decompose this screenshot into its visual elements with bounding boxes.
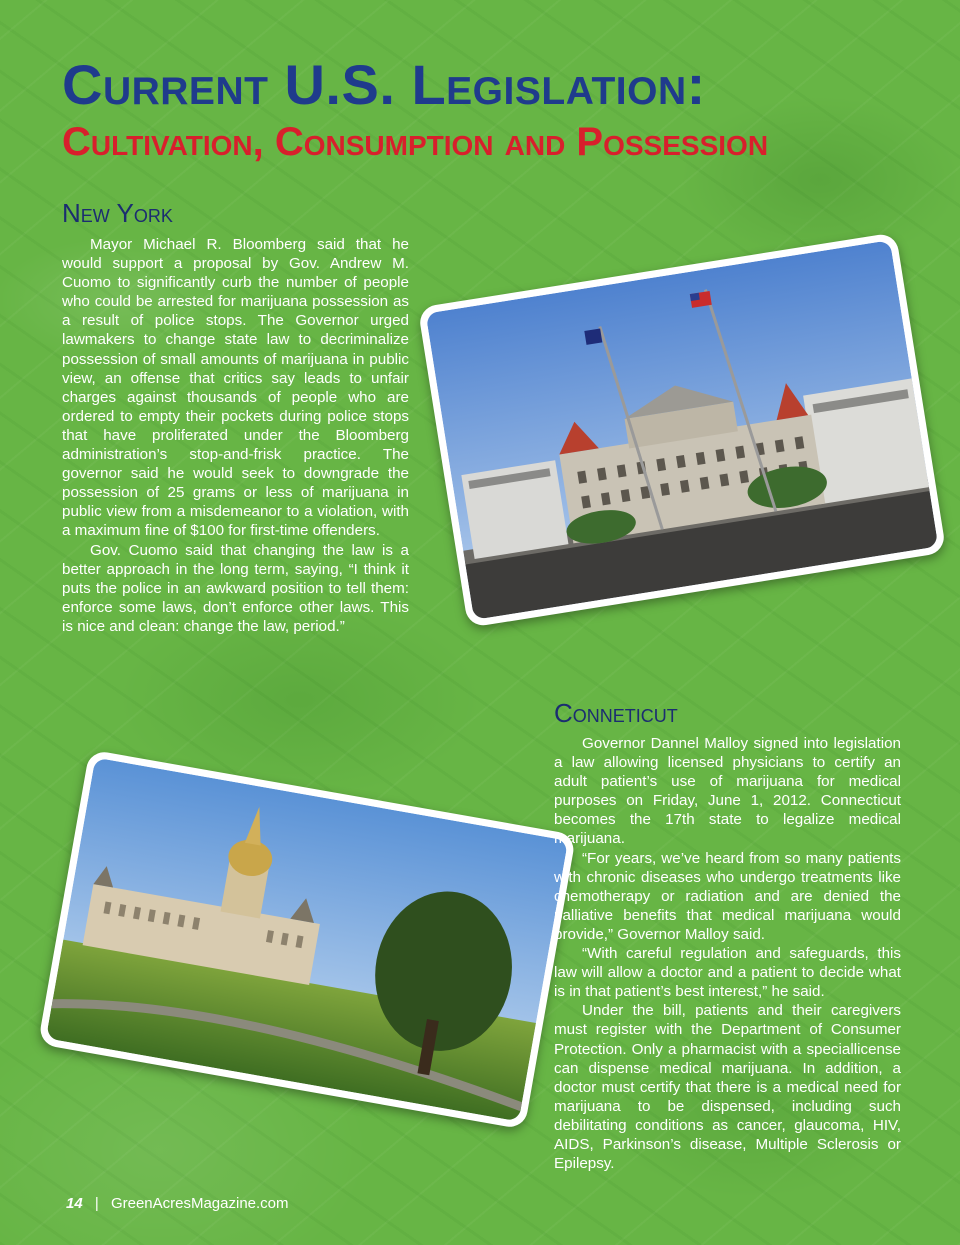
page-number: 14 — [66, 1195, 83, 1212]
ny-capitol-image — [426, 240, 939, 620]
page-title: Current U.S. Legislation: — [62, 53, 706, 116]
ct-capitol-photo — [38, 749, 576, 1129]
page-subtitle: Cultivation, Consumption and Possession — [62, 120, 769, 164]
connecticut-paragraph: Under the bill, patients and their caregivers must register with the Department of Consumer Protection. Only a pharmacist with a speciallicense can dispense medical marijuana. In addition, a doctor must certify that there is a medical need for marijuana to be dispensed, including such debilitating conditions as cancer, glaucoma, HIV, AIDS, Parkinson’s disease, Multiple Sclerosis or Epilepsy. — [554, 1002, 901, 1173]
section-heading-new-york: New York — [62, 198, 173, 228]
ct-capitol-image — [46, 757, 568, 1121]
footer-separator: | — [94, 1195, 99, 1212]
connecticut-paragraph: “For years, we’ve heard from so many patients with chronic diseases who undergo treatments like chemotherapy or radiation and are denied the palliative benefits that medical marijuana would provide,” Governor Malloy said. — [554, 849, 901, 943]
connecticut-paragraph: Governor Dannel Malloy signed into legislation a law allowing licensed physicians to certify an adult patient’s use of marijuana for medical purposes on Friday, June 1, 2012. Connecticut becomes the 17th state to legalize medical marijuana. — [554, 735, 901, 848]
section-heading-connecticut: Conneticut — [554, 698, 678, 728]
new-york-paragraph: Gov. Cuomo said that changing the law is a better approach in the long term, saying, “I think it puts the police in an awkward position to tell them: enforce some laws, don’t enforce other laws. This is nice and clean: change the law, period.” — [62, 541, 409, 635]
new-york-article — [62, 235, 409, 636]
ny-capitol-photo — [418, 232, 947, 628]
page-footer — [66, 1195, 289, 1212]
footer-site-link[interactable]: GreenAcresMagazine.com — [110, 1195, 289, 1212]
connecticut-article — [554, 734, 901, 1173]
connecticut-paragraph: “With careful regulation and safeguards, this law will allow a doctor and a patient to decide what is in that patient’s best interest,” he said. — [554, 945, 901, 1001]
new-york-paragraph: Mayor Michael R. Bloomberg said that he would support a proposal by Gov. Andrew M. Cuomo to significantly curb the number of people who could be arrested for marijuana possession as a result of police stops. The Governor urged lawmakers to change state law to decriminalize possession of small amounts of marijuana in public view, an offense that critics say leads to unfair charges against thousands of people who are ordered to empty their pockets during police stops that have proliferated under the Bloomberg administration’s stop-and-frisk practice. The governor said he would seek to downgrade the possession of 25 grams or less of marijuana in public view from a misdemeanor to a violation, with a maximum fine of $100 for first-time offenders. — [62, 236, 409, 540]
